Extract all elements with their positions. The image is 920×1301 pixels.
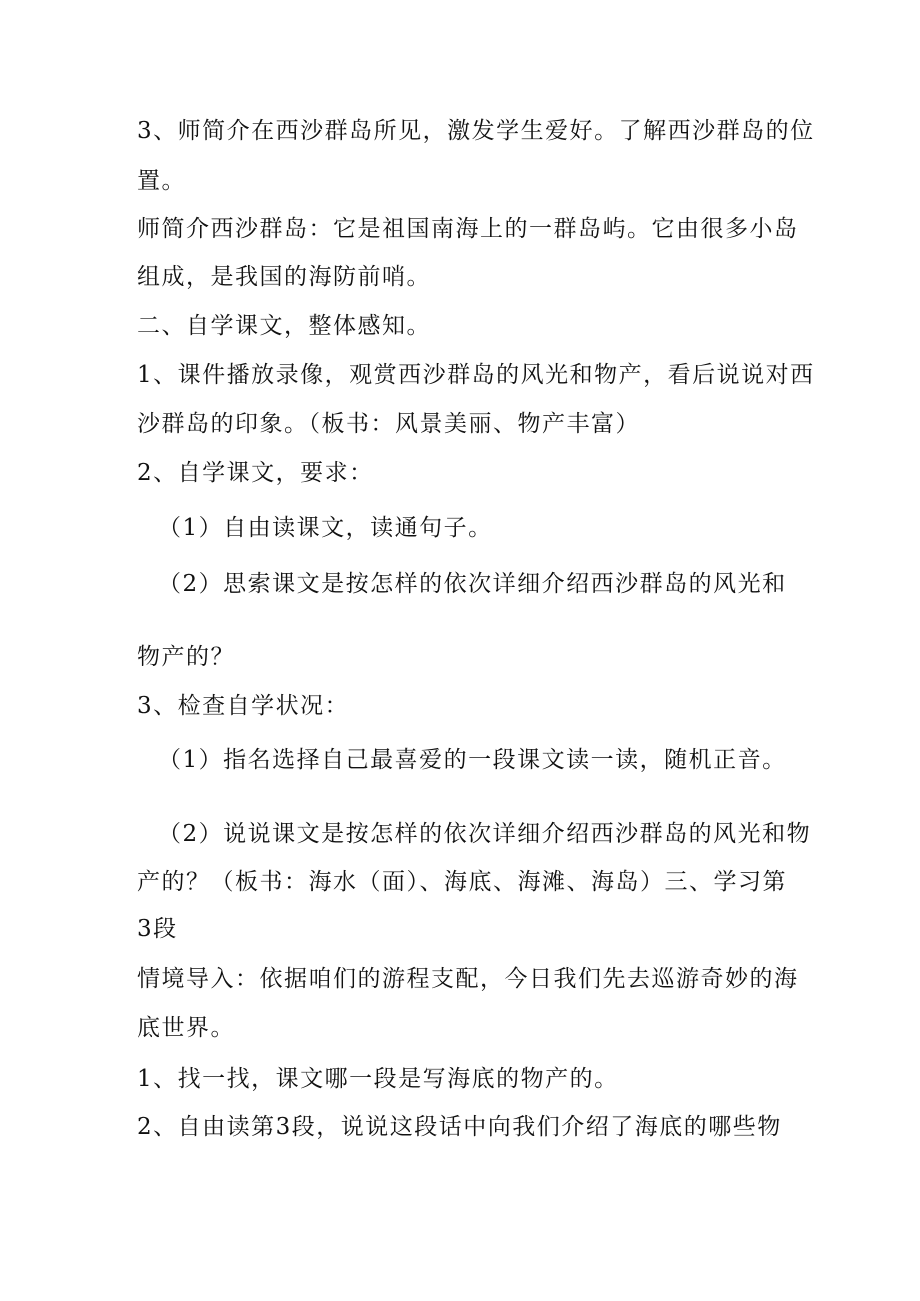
text-line-18: 底世界。 <box>137 1015 235 1041</box>
text-line-7: 沙群岛的印象。（板书：风景美丽、物产丰富） <box>137 411 640 437</box>
text-line-1: 3、师简介在西沙群岛所见，激发学生爱好。了解西沙群岛的位 <box>137 118 815 144</box>
section-heading: 二、自学课文，整体感知。 <box>137 313 431 339</box>
text-line-9: （1）自由读课文，读通句子。 <box>158 515 493 541</box>
text-line-14: （2）说说课文是按怎样的依次详细介绍西沙群岛的风光和物 <box>158 821 812 847</box>
text-line-6: 1、课件播放录像，观赏西沙群岛的风光和物产，看后说说对西 <box>137 362 815 388</box>
text-line-12: 3、检查自学状况： <box>137 693 350 719</box>
text-line-2: 置。 <box>137 168 186 194</box>
text-line-16: 3段 <box>137 916 178 942</box>
text-line-4: 组成，是我国的海防前哨。 <box>137 264 431 290</box>
text-line-15: 产的？（板书：海水（面）、海底、海滩、海岛）三、学习第 <box>137 869 787 895</box>
text-line-3: 师简介西沙群岛：它是祖国南海上的一群岛屿。它由很多小岛 <box>137 216 799 242</box>
text-line-13: （1）指名选择自己最喜爱的一段课文读一读，随机正音。 <box>158 747 787 773</box>
text-line-10: （2）思索课文是按怎样的依次详细介绍西沙群岛的风光和 <box>158 571 787 597</box>
text-line-8: 2、自学课文，要求： <box>137 460 374 486</box>
text-line-11: 物产的？ <box>137 644 235 670</box>
text-line-17: 情境导入：依据咱们的游程支配，今日我们先去巡游奇妙的海 <box>137 966 799 992</box>
text-line-19: 1、找一找，课文哪一段是写海底的物产的。 <box>137 1066 619 1092</box>
text-line-20: 2、自由读第3段，说说这段话中向我们介绍了海底的哪些物 <box>137 1114 782 1140</box>
